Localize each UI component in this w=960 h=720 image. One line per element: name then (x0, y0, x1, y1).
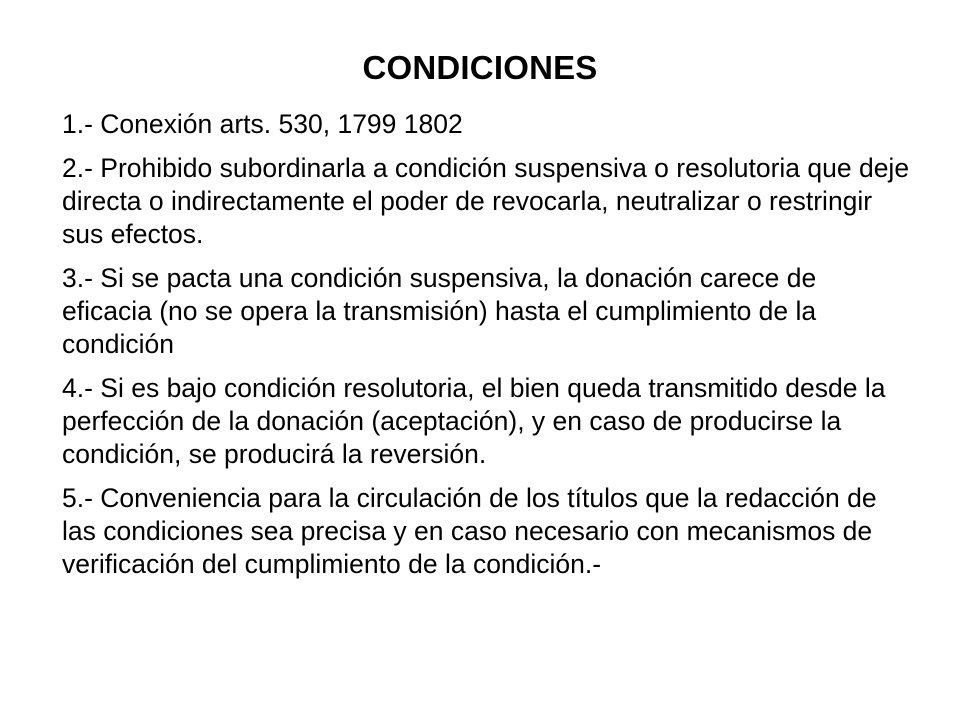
list-item-3: 3.- Si se pacta una condición suspensiva, la donación carece de eficacia (no se opera la transmisión) hasta el cumplimiento de la condición (62, 263, 817, 359)
list-item-2: 2.- Prohibido subordinarla a condición suspensiva o resolutoria que deje directa o indirectamente el poder de revocarla, neutralizar o restringir sus efectos. (62, 153, 910, 249)
slide-title: CONDICIONES (362, 49, 598, 86)
list-item-1: 1.- Conexión arts. 530, 1799 1802 (62, 109, 463, 139)
conditions-list (62, 108, 912, 592)
list-item-5: 5.- Conveniencia para la circulación de los títulos que la redacción de las condiciones sea precisa y en caso necesario con mecanismos de verificación del cumplimiento de la condición.- (62, 483, 877, 579)
list-item-4: 4.- Si es bajo condición resolutoria, el bien queda transmitido desde la perfección de la donación (aceptación), y en caso de producirse la condición, se producirá la reversión. (62, 373, 886, 469)
